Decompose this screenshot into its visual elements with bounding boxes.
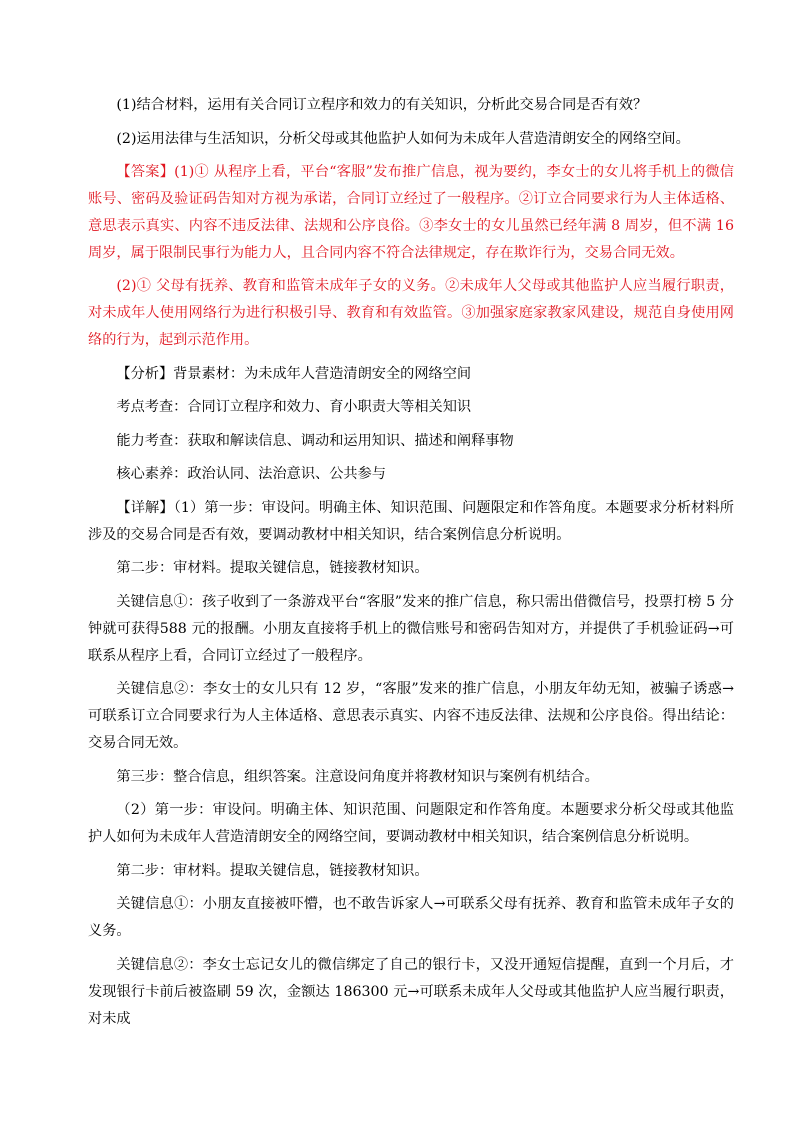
question-2: (2)运用法律与生活知识，分析父母或其他监护人如何为未成年人营造清朗安全的网络空间。 [116, 130, 690, 147]
detail-1-step-1: 【详解】（1）第一步：审设问。明确主体、知识范围、问题限定和作答角度。本题要求分析材料所涉及的交易合同是否有效，要调动教材中相关知识，结合案例信息分析说明。 [88, 499, 734, 543]
analysis-ability: 能力考查：获取和解读信息、调动和运用知识、描述和阐释事物 [116, 432, 514, 449]
detail-2-key-info-1: 关键信息①：小朋友直接被吓懵，也不敢告诉家人→可联系父母有抚养、教育和监管未成年子女的义务。 [88, 896, 734, 939]
analysis-core-literacy: 核心素养：政治认同、法治意识、公共参与 [116, 466, 386, 482]
detail-1-step-2: 第二步：审材料。提取关键信息，链接教材知识。 [116, 560, 429, 576]
analysis-test-points: 考点考查：合同订立程序和效力、育小职责大等相关知识 [116, 399, 472, 415]
detail-1-key-info-2: 关键信息②：李女士的女儿只有 12 岁，“客服”发来的推广信息，小朋友年幼无知，被骗子诱惑→可联系订立合同要求行为人主体适格、意思表示真实、内容不违反法律、法规和公序良俗。得出结论：交易合同无效。 [88, 681, 734, 751]
page-content [88, 92, 734, 1039]
detail-1-key-info-1: 关键信息①：孩子收到了一条游戏平台“客服”发来的推广信息，称只需出借微信号，投票打榜 5 分钟就可获得588 元的报酬。小朋友直接将手机上的微信账号和密码告知对方，并提供了手机验证码→可联系从程序上看，合同订立经过了一般程序。 [88, 593, 734, 664]
answer-part-2: (2)① 父母有抚养、教育和监管未成年子女的义务。②未成年人父母或其他监护人应当履行职责，对未成年人使用网络行为进行积极引导、教育和有效监管。③加强家庭家教家风建设，规范自身使用网络的行为，起到示范作用。 [88, 278, 734, 348]
answer-part-1: 【答案】(1)① 从程序上看，平台“客服”发布推广信息，视为要约，李女士的女儿将手机上的微信账号、密码及验证码告知对方视为承诺，合同订立经过了一般程序。②订立合同要求行为人主体适格、意思表示真实、内容不违反法律、法规和公序良俗。③李女士的女儿虽然已经年满 8 周岁，但不满 16 周岁，属于限制民事行为能力人，且合同内容不符合法律规定，存在欺诈行为，交易合同无效。 [88, 163, 734, 261]
question-1: (1)结合材料，运用有关合同订立程序和效力的有关知识，分析此交易合同是否有效？ [116, 97, 648, 113]
analysis-background: 【分析】背景素材：为未成年人营造清朗安全的网络空间 [116, 365, 472, 382]
detail-1-step-3: 第三步：整合信息，组织答案。注意设问角度并将教材知识与案例有机结合。 [116, 768, 599, 785]
detail-2-step-2: 第二步：审材料。提取关键信息，链接教材知识。 [116, 862, 429, 879]
detail-2-key-info-2: 关键信息②：李女士忘记女儿的微信绑定了自己的银行卡，又没开通短信提醒，直到一个月后，才发现银行卡前后被盗刷 59 次，金额达 186300 元→可联系未成年人父母或其他监护人应当履行职责，对未成 [88, 956, 734, 1027]
detail-2-step-1: （2）第一步：审设问。明确主体、知识范围、问题限定和作答角度。本题要求分析父母或其他监护人如何为未成年人营造清朗安全的网络空间，要调动教材中相关知识，结合案例信息分析说明。 [88, 802, 734, 845]
